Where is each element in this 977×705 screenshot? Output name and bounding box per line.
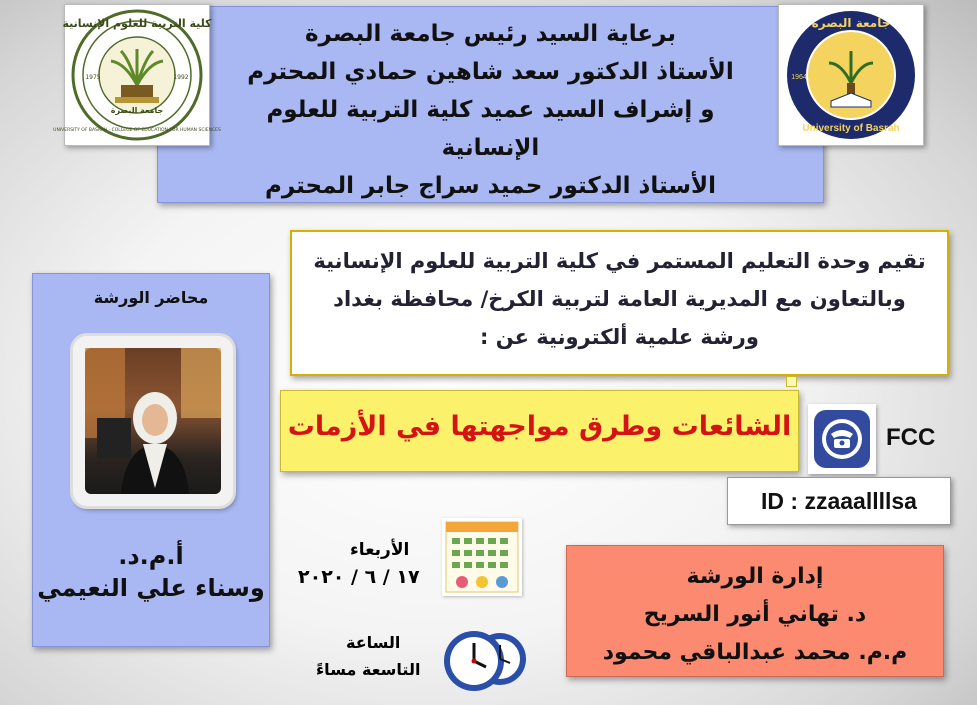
meeting-id-box bbox=[727, 477, 951, 525]
sponsorship-header bbox=[157, 6, 824, 203]
management-member-1: د. تهاني أنور السريح bbox=[643, 602, 867, 627]
time-value: التاسعة مساءً bbox=[316, 660, 421, 679]
meeting-id: ID : zzaaallllsa bbox=[761, 488, 917, 514]
intro-line-1: تقيم وحدة التعليم المستمر في كلية التربية للعلوم الإنسانية bbox=[313, 249, 926, 273]
alarm-clock-icon bbox=[440, 617, 526, 697]
management-member-2: م.م. محمد عبدالباقي محمود bbox=[602, 640, 908, 665]
selection-handle bbox=[786, 376, 797, 387]
management-heading: إدارة الورشة bbox=[686, 564, 824, 589]
university-logo bbox=[778, 4, 924, 146]
intro-line-2: وبالتعاون مع المديرية العامة لتربية الكرخ/ محافظة بغداد bbox=[333, 287, 906, 311]
presenter-panel bbox=[32, 273, 270, 647]
header-line-2: الأستاذ الدكتور سعد شاهين حمادي المحترم bbox=[247, 59, 734, 85]
calendar-icon bbox=[442, 518, 522, 596]
workshop-management bbox=[566, 545, 944, 677]
time-label: الساعة bbox=[346, 633, 401, 652]
svg-text:1964: 1964 bbox=[791, 74, 807, 81]
svg-text:UNIVERSITY OF BASRAH · COLLEGE: UNIVERSITY OF BASRAH · COLLEGE OF EDUCATION FOR HUMAN SCIENCES bbox=[53, 128, 221, 133]
presenter-photo bbox=[85, 348, 221, 494]
college-logo bbox=[53, 4, 221, 146]
svg-text:University of Basrah: University of Basrah bbox=[802, 123, 900, 134]
header-line-1: برعاية السيد رئيس جامعة البصرة bbox=[304, 21, 677, 47]
date-label: ١٧ / ٦ / ٢٠٢٠ bbox=[298, 566, 420, 588]
phone-icon bbox=[814, 410, 870, 468]
presenter-photo-frame bbox=[73, 336, 233, 506]
presenter-role: محاضر الورشة bbox=[93, 288, 209, 307]
svg-text:جامعة البصرة: جامعة البصرة bbox=[811, 16, 891, 30]
fcc-app-icon bbox=[808, 404, 876, 474]
topic-title: الشائعات وطرق مواجهتها في الأزمات bbox=[287, 411, 792, 442]
intro-line-3: ورشة علمية ألكترونية عن : bbox=[480, 325, 759, 349]
svg-text:1975: 1975 bbox=[85, 74, 101, 81]
header-line-3: و إشراف السيد عميد كلية التربية للعلوم الإنسانية bbox=[266, 97, 715, 161]
header-line-4: الأستاذ الدكتور حميد سراج جابر المحترم bbox=[264, 173, 716, 199]
presenter-title: أ.م.د. bbox=[118, 542, 184, 570]
fcc-label: FCC bbox=[886, 424, 936, 451]
workshop-topic bbox=[280, 390, 799, 472]
svg-text:جامعة البصرة: جامعة البصرة bbox=[110, 106, 164, 115]
presenter-name: وسناء علي النعيمي bbox=[37, 574, 265, 602]
svg-text:1992: 1992 bbox=[173, 74, 189, 81]
university-seal-icon bbox=[779, 5, 923, 145]
svg-text:كلية التربية للعلوم الإنسانية: كلية التربية للعلوم الإنسانية bbox=[62, 17, 212, 30]
day-label: الأربعاء bbox=[350, 540, 410, 560]
workshop-intro bbox=[290, 230, 949, 376]
college-seal-icon bbox=[53, 5, 221, 145]
